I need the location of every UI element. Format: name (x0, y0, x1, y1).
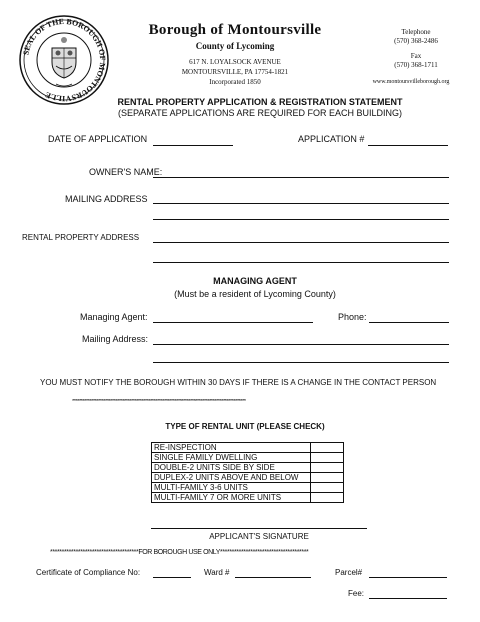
rental-type-label: MULTI-FAMILY 3-6 UNITS (152, 483, 311, 493)
rental-property-address-field-1[interactable] (153, 242, 449, 243)
application-number-field[interactable] (368, 145, 448, 146)
telephone-label: Telephone (401, 28, 431, 36)
ward-label: Ward # (204, 568, 230, 577)
date-of-application-label: DATE OF APPLICATION (48, 134, 148, 144)
parcel-field[interactable] (369, 577, 447, 578)
agent-mailing-address-label: Mailing Address: (82, 334, 149, 344)
managing-agent-field[interactable] (153, 322, 313, 323)
borough-use-only-banner: **************************************FOR BOROUGH USE ONLY************************************** (50, 549, 309, 556)
seal-text: SEAL OF THE BOROUGH OF MONTOURSVILLE (21, 16, 108, 104)
phone-label: Phone: (338, 312, 367, 322)
rental-type-checkbox[interactable] (311, 453, 344, 463)
rental-type-row (152, 453, 344, 463)
rental-type-heading: TYPE OF RENTAL UNIT (PLEASE CHECK) (165, 422, 325, 431)
rental-type-row (152, 483, 344, 493)
rental-property-address-label: RENTAL PROPERTY ADDRESS (22, 233, 140, 242)
rental-type-row (152, 473, 344, 483)
phone-field[interactable] (369, 322, 449, 323)
fee-label: Fee: (348, 589, 365, 598)
borough-name: Borough of Montoursville (148, 22, 322, 38)
fax-number: (570) 368-1711 (394, 61, 438, 69)
owners-name-label: OWNER'S NAME: (89, 167, 163, 177)
rental-type-row (152, 463, 344, 473)
county-name: County of Lycoming (195, 41, 275, 51)
mailing-address-label: MAILING ADDRESS (65, 194, 148, 204)
managing-agent-label: Managing Agent: (80, 312, 148, 322)
rental-type-label: RE-INSPECTION (152, 443, 311, 453)
mailing-address-field-1[interactable] (153, 203, 449, 204)
managing-agent-note: (Must be a resident of Lycoming County) (174, 289, 336, 299)
incorporated-year: Incorporated 1850 (209, 78, 261, 86)
city-address: MONTOURSVILLE, PA 17754-1821 (181, 68, 289, 76)
rental-property-address-field-2[interactable] (153, 262, 449, 263)
telephone-number: (570) 368-2486 (394, 37, 438, 45)
separator-stars: **************************************************************************************************** (72, 399, 246, 405)
rental-type-checkbox[interactable] (311, 473, 344, 483)
rental-type-label: MULTI-FAMILY 7 OR MORE UNITS (152, 493, 311, 503)
form-title: RENTAL PROPERTY APPLICATION & REGISTRATION STATEMENT (117, 97, 403, 107)
applicant-signature-label: APPLICANT'S SIGNATURE (209, 532, 309, 541)
agent-mailing-address-field-2[interactable] (153, 362, 449, 363)
street-address: 617 N. LOYALSOCK AVENUE (189, 58, 281, 66)
rental-type-row (152, 443, 344, 453)
contact-change-notice: YOU MUST NOTIFY THE BOROUGH WITHIN 30 DAYS IF THERE IS A CHANGE IN THE CONTACT PERSON (40, 378, 437, 387)
borough-seal (18, 14, 110, 106)
rental-type-label: SINGLE FAMILY DWELLING (152, 453, 311, 463)
fax-label: Fax (410, 52, 422, 60)
rental-type-checkbox[interactable] (311, 443, 344, 453)
rental-type-table (151, 442, 344, 503)
rental-type-label: DOUBLE-2 UNITS SIDE BY SIDE (152, 463, 311, 473)
rental-type-row (152, 493, 344, 503)
certificate-field[interactable] (153, 577, 191, 578)
managing-agent-heading: MANAGING AGENT (213, 276, 297, 286)
rental-type-checkbox[interactable] (311, 463, 344, 473)
fee-field[interactable] (369, 598, 447, 599)
rental-type-label: DUPLEX-2 UNITS ABOVE AND BELOW (152, 473, 311, 483)
owners-name-field[interactable] (153, 177, 449, 178)
date-of-application-field[interactable] (153, 145, 233, 146)
parcel-label: Parcel# (335, 568, 363, 577)
rental-type-checkbox[interactable] (311, 483, 344, 493)
rental-type-checkbox[interactable] (311, 493, 344, 503)
certificate-label: Certificate of Compliance No: (36, 568, 141, 577)
applicant-signature-field[interactable] (151, 528, 367, 529)
agent-mailing-address-field-1[interactable] (153, 344, 449, 345)
website[interactable]: www.montoursvilleborough.org (372, 79, 450, 85)
ward-field[interactable] (235, 577, 311, 578)
application-number-label: APPLICATION # (298, 134, 365, 144)
form-subtitle: (SEPARATE APPLICATIONS ARE REQUIRED FOR EACH BUILDING) (117, 108, 403, 118)
mailing-address-field-2[interactable] (153, 219, 449, 220)
